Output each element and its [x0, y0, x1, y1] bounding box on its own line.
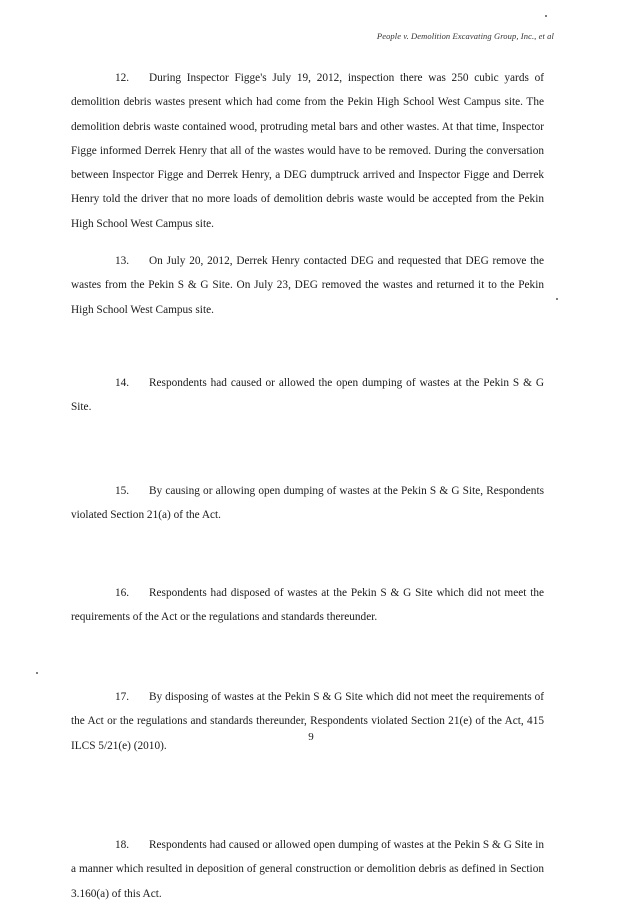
paragraph-number: 18.: [115, 839, 130, 851]
paragraph-15: [71, 479, 544, 528]
scan-speck: [545, 15, 547, 17]
paragraph-17: [71, 685, 544, 758]
paragraph-number: 14.: [115, 377, 130, 389]
paragraph-12: [71, 66, 544, 236]
paragraph-text: Respondents had caused or allowed open dumping of wastes at the Pekin S & G Site in a manner which resulted in deposition of general construction or demolition debris as defined in Section 3.160(a) of this Act.: [71, 839, 544, 900]
paragraph-14: [71, 371, 544, 420]
paragraph-text: Respondents had disposed of wastes at the Pekin S & G Site which did not meet the requirements of the Act or the regulations and standards thereunder.: [71, 587, 544, 624]
paragraph-number: 17.: [115, 691, 130, 703]
paragraph-text: Respondents had caused or allowed the open dumping of wastes at the Pekin S & G Site.: [71, 377, 544, 414]
paragraph-text: By causing or allowing open dumping of wastes at the Pekin S & G Site, Respondents violated Section 21(a) of the Act.: [71, 485, 544, 522]
running-header: People v. Demolition Excavating Group, Inc., et al: [376, 31, 554, 41]
paragraph-text: By disposing of wastes at the Pekin S & G Site which did not meet the requirements of the Act or the regulations and standards thereunder, Respondents violated Section 21(e) of the Act, 415 ILCS 5/21(e) (2010).: [71, 691, 544, 752]
paragraph-16: [71, 581, 544, 630]
paragraph-18: [71, 833, 544, 906]
paragraph-number: 12.: [115, 72, 130, 84]
paragraph-text: On July 20, 2012, Derrek Henry contacted DEG and requested that DEG remove the wastes from the Pekin S & G Site. On July 23, DEG removed the wastes and returned it to the Pekin High School West Campus site.: [71, 255, 544, 316]
scan-speck: [556, 298, 558, 300]
page-number: 9: [308, 731, 314, 743]
paragraph-number: 13.: [115, 255, 130, 267]
paragraph-13: [71, 249, 544, 322]
paragraph-number: 16.: [115, 587, 130, 599]
scan-speck: [36, 672, 38, 674]
paragraph-text: During Inspector Figge's July 19, 2012, inspection there was 250 cubic yards of demolition debris wastes present which had come from the Pekin High School West Campus site. The demolition debris waste contained wood, protruding metal bars and other wastes. At that time, Inspector Figge informed Derrek Henry that all of the wastes would have to be removed. During the conversation between Inspector Figge and Derrek Henry, a DEG dumptruck arrived and Inspector Figge and Derrek Henry told the driver that no more loads of demolition debris waste would be accepted from the Pekin High School West Campus site.: [71, 72, 544, 230]
paragraph-number: 15.: [115, 485, 130, 497]
